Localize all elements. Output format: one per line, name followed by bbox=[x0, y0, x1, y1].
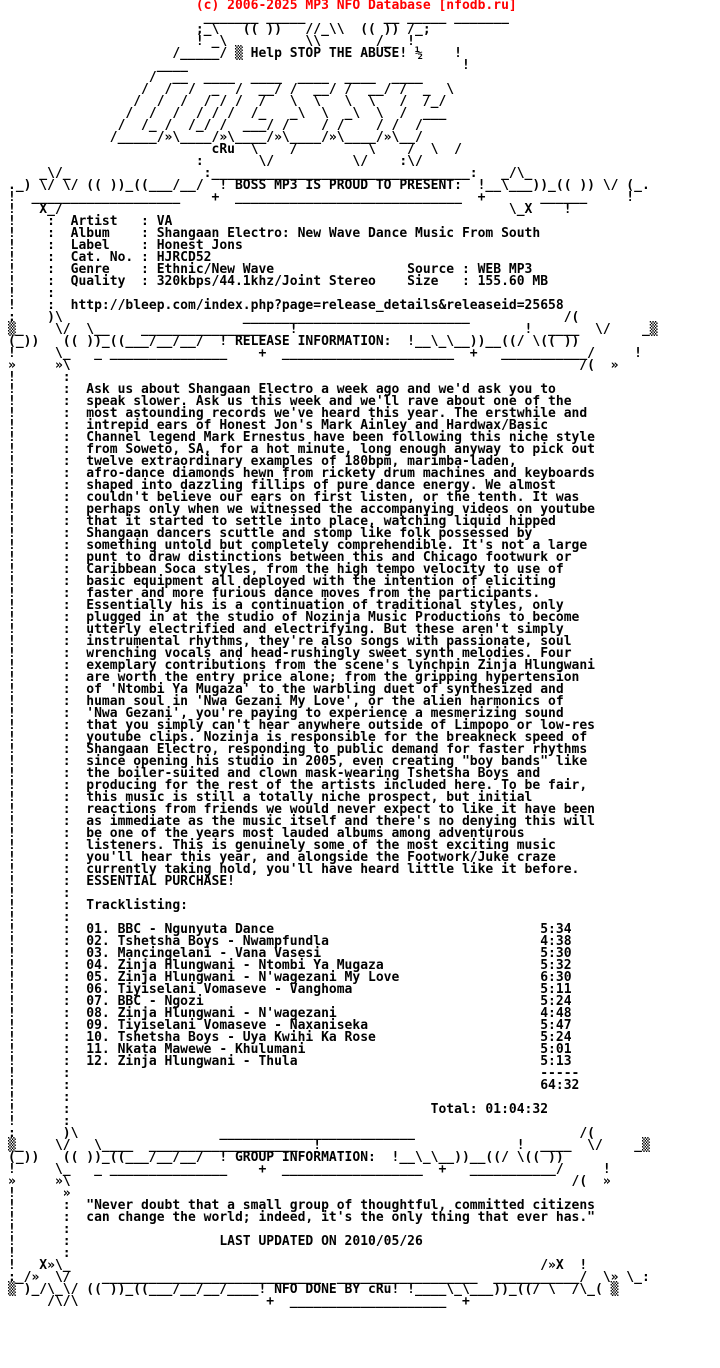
nfo-line: ! ___________________ + _____________________________ + ______ ! bbox=[8, 190, 635, 205]
nfo-line: ! : afro-dance diamonds hewn from rickety drum machines and keyboards bbox=[8, 466, 595, 481]
nfo-line: ! X_/ \_X ! bbox=[8, 202, 572, 217]
nfo-line: ! : speak slower. Ask us this week and we'll rave about one of the bbox=[8, 394, 572, 409]
nfo-line: ! : currently taking hold, you'll have heard little like it before. bbox=[8, 862, 580, 877]
nfo-line: ! : Essentially his is a continuation of traditional styles, only bbox=[8, 598, 564, 613]
copyright-header[interactable]: (c) 2006-2025 MP3 NFO Database [nfodb.ru] bbox=[195, 0, 517, 13]
nfo-line: (_)) (( ))_((___/__/__/ ! GROUP INFORMATION: !__\_\__))__((/ \(( )) bbox=[8, 1150, 564, 1165]
nfo-line: ! : punt to draw distinctions between this and Chicago footwurk or bbox=[8, 550, 572, 565]
nfo-line: ! : bbox=[8, 370, 71, 385]
nfo-line: ! : most astounding records we've heard this year. The erstwhile and bbox=[8, 406, 588, 421]
nfo-line: ! X»\_ /»X ! bbox=[8, 1258, 588, 1273]
nfo-line: ! : Album : Shangaan Electro: New Wave Dance Music From South bbox=[8, 226, 541, 241]
nfo-line: ! : faster and more furious dance moves from the participants. bbox=[8, 586, 541, 601]
nfo-line: ! : 02. Tshetsha Boys - Nwampfundla 4:38 bbox=[8, 934, 572, 949]
nfo-line: /\/\ + ____________________ + bbox=[8, 1294, 470, 1309]
nfo-line: ! » bbox=[8, 1186, 71, 1201]
nfo-line: ! : bbox=[8, 910, 71, 925]
nfo-line: ! : Tracklisting: bbox=[8, 898, 189, 913]
nfo-line: ! : bbox=[8, 1090, 71, 1105]
nfo-line: ! : Ask us about Shangaan Electro a week ago and we'd ask you to bbox=[8, 382, 556, 397]
nfo-line: ! : basic equipment all deployed with the intention of eliciting bbox=[8, 574, 556, 589]
nfo-line: ▒_ \/ \____ ___________________ ! ! ____ \/ _▒ bbox=[8, 1138, 650, 1153]
nfo-line: ! : be one of the years most lauded albums among adventurous bbox=[8, 826, 525, 841]
nfo-line: ! : 64:32 bbox=[8, 1078, 580, 1093]
nfo-line: ! : utterly electrified and electrifying. But these aren't simply bbox=[8, 622, 564, 637]
nfo-line: ! : perhaps only when we witnessed the accompanying videos on youtube bbox=[8, 502, 595, 517]
nfo-line: ;_\ (( )) //_\\ (( )) /_; bbox=[8, 22, 431, 37]
nfo-line: / / / _ / __/ / __/ / __/ / _ \ bbox=[8, 82, 455, 97]
nfo-line: ! : that you simply can't hear anywhere outside of Limpopo or low-res bbox=[8, 718, 595, 733]
nfo-line: ▒ )_/\_\/ (( ))_((___/__/__/____! NFO DONE BY cRu! !____\_\___))_((/ \ /\_( ▒ bbox=[8, 1282, 619, 1297]
nfo-line: ! : you'll hear this year, and alongside the Footwork/Juke craze bbox=[8, 850, 556, 865]
nfo-line: ! : from Soweto, SA, for a hot minute, long enough anyway to pick out bbox=[8, 442, 595, 457]
nfo-line: ! : Shangaan Electro, responding to public demand for faster rhythms bbox=[8, 742, 588, 757]
nfo-line: ! : couldn't believe our ears on first listen, or the tenth. It was bbox=[8, 490, 580, 505]
nfo-line: ! : 04. Zinja Hlungwani - Ntombi Ya Mugaza 5:32 bbox=[8, 958, 572, 973]
nfo-line: ! : 01. BBC - Ngunyuta Dance 5:34 bbox=[8, 922, 572, 937]
nfo-line: ! : 03. Mancingelani - Vana Vasesi 5:30 bbox=[8, 946, 572, 961]
nfo-line: ! : ESSENTIAL PURCHASE! bbox=[8, 874, 235, 889]
nfo-line: ! : http://bleep.com/index.php?page=release_details&releaseid=25658 bbox=[8, 298, 564, 313]
nfo-line: :_/» \/ ____________________________ __________________ ___________/ \» \_: bbox=[8, 1270, 650, 1285]
nfo-line: ! : producing for the rest of the artists included here. To be fair, bbox=[8, 778, 588, 793]
nfo-line: /_____/ ▒ Help STOP THE ABUSE! ½ ! bbox=[8, 46, 462, 61]
nfo-line: ! : 'Nwa Gezani', you're paying to experience a mesmerizing sound bbox=[8, 706, 564, 721]
nfo-line: ! : LAST UPDATED ON 2010/05/26 bbox=[8, 1234, 423, 1249]
nfo-line: ! : this music is still a totally niche prospect, but initial bbox=[8, 790, 533, 805]
nfo-line: ! : Label : Honest Jons bbox=[8, 238, 243, 253]
nfo-line: / __ ____ ____ ____ ____ ____ bbox=[8, 70, 423, 85]
nfo-line: ! : bbox=[8, 1114, 71, 1129]
nfo-line: ! : ----- bbox=[8, 1066, 580, 1081]
nfo-line: ! : instrumental rhythms, they're also songs with passionate, soul bbox=[8, 634, 572, 649]
nfo-line: _______ _____ __ _____ _______ bbox=[8, 10, 509, 25]
nfo-line: ! : plugged in at the studio of Nozinja Music Productions to become bbox=[8, 610, 580, 625]
nfo-line: ! : bbox=[8, 286, 55, 301]
nfo-line: ! : 08. Zinja Hlungwani - N'wagezani 4:48 bbox=[8, 1006, 572, 1021]
nfo-line: ! : 11. Nkata Mawewe - Khulumani 5:01 bbox=[8, 1042, 572, 1057]
nfo-line: ▒_ \/ \__ ________________ ! ! ____ \/ _▒ bbox=[8, 322, 658, 337]
nfo-line: ! : Genre : Ethnic/New Wave Source : WEB MP3 bbox=[8, 262, 533, 277]
nfo-line: ._) \/ \/ (( ))_((___/__/ ! BOSS MP3 IS PROUD TO PRESENT: !__\___))_(( )) \/ (_. bbox=[8, 178, 650, 193]
nfo-line: : )\ _________________________ /( bbox=[8, 1126, 595, 1141]
nfo-line: ! : as immediate as the music itself and there's no denying this will bbox=[8, 814, 595, 829]
nfo-line: / / / / / / /_ _\ \ _\ \ / ___ bbox=[8, 106, 447, 121]
nfo-line: ! : Cat. No. : HJRCD52 bbox=[8, 250, 212, 265]
nfo-line: ____ ! bbox=[8, 58, 470, 73]
nfo-line: ! : wrenching vocals and head-rushingly sweet synth melodies. Four bbox=[8, 646, 572, 661]
nfo-line: ! : listeners. This is genuinely some of the most exciting music bbox=[8, 838, 556, 853]
nfo-line: ! : intrepid ears of Honest Jon's Mark Ainley and Hardwax/Basic bbox=[8, 418, 549, 433]
nfo-line: ! : 05. Zinja Hlungwani - N'wagezani My Love 6:30 bbox=[8, 970, 572, 985]
nfo-line: ! : of 'Ntombi Ya Mugaza' to the warbling duet of synthesized and bbox=[8, 682, 564, 697]
nfo-line: ! : something untold but completely comprehendible. It's not a large bbox=[8, 538, 588, 553]
nfo-line: ! : exemplary contributions from the scene's lynchpin Zinja Hlungwani bbox=[8, 658, 595, 673]
nfo-line: ! : since opening his studio in 2005, even creating "boy bands" like bbox=[8, 754, 588, 769]
nfo-line: ! : 10. Tshetsha Boys - Uya Kwihi Ka Rose 5:24 bbox=[8, 1030, 572, 1045]
nfo-line: ! : reactions from friends we would never expect to like it have been bbox=[8, 802, 595, 817]
nfo-line: ! : youtube clips. Nozinja is responsible for the breakneck speed of bbox=[8, 730, 588, 745]
nfo-line: ! : Shangaan dancers scuttle and stomp like folk possessed by bbox=[8, 526, 533, 541]
nfo-line: ! : that it started to settle into place, watching liquid hipped bbox=[8, 514, 556, 529]
nfo-line: (_)) (( ))_((___/__/__/ ! RELEASE INFORMATION: !__\_\__))__((/ \(( )) bbox=[8, 334, 580, 349]
nfo-line: : \/ \/ :\/ bbox=[8, 154, 423, 169]
nfo-line: ! \_ _ _______________ + ______________________ + ___________/ ! bbox=[8, 346, 642, 361]
nfo-line: ! : bbox=[8, 886, 71, 901]
nfo-line: : )\ _____________________________ /( bbox=[8, 310, 580, 325]
nfo-line: ! : bbox=[8, 1246, 71, 1261]
nfo-line: _\/_ :_________________________________: _/\_ bbox=[8, 166, 533, 181]
nfo-line: / /_ / /_/ / ___/ / / / / / / bbox=[8, 118, 423, 133]
nfo-line: ! \_ _ _______________ + __________________ + ___________/ ! bbox=[8, 1162, 611, 1177]
nfo-line: ! : are worth the entry price alone; from the gripping hypertension bbox=[8, 670, 580, 685]
nfo-line: ! : Quality : 320kbps/44.1khz/Joint Stereo Size : 155.60 MB bbox=[8, 274, 549, 289]
nfo-line: » »\ /( » bbox=[8, 358, 619, 373]
nfo-line: ! : the boiler-suited and clown mask-wearing Tshetsha Boys and bbox=[8, 766, 541, 781]
nfo-line: ! : Total: 01:04:32 bbox=[8, 1102, 549, 1117]
nfo-line: ! : Artist : VA bbox=[8, 214, 173, 229]
nfo-line: ! : 12. Zinja Hlungwani - Thula 5:13 bbox=[8, 1054, 572, 1069]
nfo-line: / / / / / / / \ \ \ \ / /_/ bbox=[8, 94, 447, 109]
nfo-line: ! _\ \\ /_ ! bbox=[8, 34, 415, 49]
nfo-line: ! : "Never doubt that a small group of thoughtful, committed citizens bbox=[8, 1198, 595, 1213]
nfo-line: /_____/»\____/»\____/»\____/»\____/»\__/ bbox=[8, 130, 423, 145]
nfo-line: cRu \ / \ / \ / bbox=[8, 142, 462, 157]
nfo-line: ! : 09. Tiyiselani Vomaseve - Naxaniseka 5:47 bbox=[8, 1018, 572, 1033]
nfo-line: ! : can change the world; indeed, it's the only thing that ever has." bbox=[8, 1210, 595, 1225]
nfo-line: ! : shaped into dazzling fillips of pure dance energy. We almost bbox=[8, 478, 556, 493]
nfo-line: ! : human soul in 'Nwa Gezani My Love', or the alien harmonics of bbox=[8, 694, 564, 709]
nfo-line: ! : twelve extraordinary examples of 180bpm, marimba-laden, bbox=[8, 454, 517, 469]
nfo-line: ! : bbox=[8, 1222, 71, 1237]
nfo-line: ! : Caribbean Soca styles, from the high tempo velocity to use of bbox=[8, 562, 564, 577]
nfo-line: ! : 07. BBC - Ngozi 5:24 bbox=[8, 994, 572, 1009]
nfo-line: » »\ /( » bbox=[8, 1174, 611, 1189]
nfo-line: ! : Channel legend Mark Ernestus have been following this niche style bbox=[8, 430, 595, 445]
nfo-line: ! : 06. Tiyiselani Vomaseve - Vanghoma 5:11 bbox=[8, 982, 572, 997]
